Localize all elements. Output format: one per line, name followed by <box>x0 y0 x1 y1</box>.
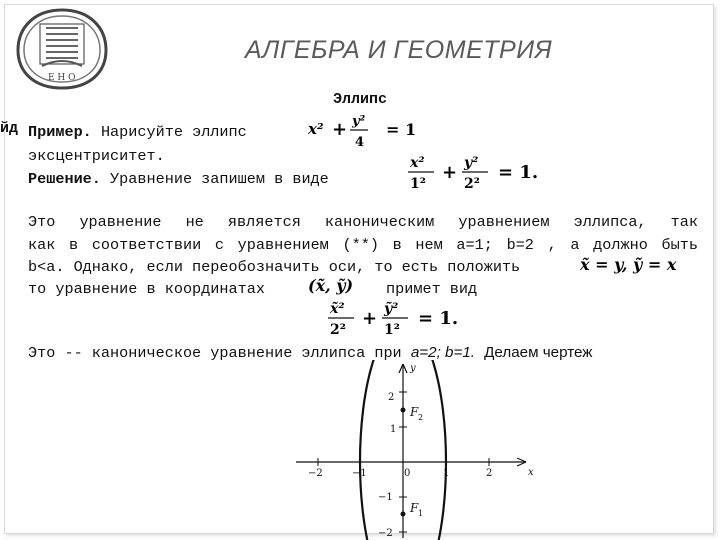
x-tick-label: −2 <box>308 468 323 479</box>
solution-label: Решение. <box>28 170 101 188</box>
y-axis-label: y <box>410 363 416 374</box>
x-tick-label: 1 <box>443 468 450 479</box>
canonical-params: a=2; b=1. <box>410 344 475 361</box>
svg-text:1²: 1² <box>384 322 400 338</box>
example-text: Нарисуйте эллипс <box>100 123 247 141</box>
example-label: Пример. <box>28 123 92 141</box>
paragraph-line-1: Это уравнение не является каноническим уравнением эллипса, так <box>28 213 698 231</box>
bullet-fragment: йд <box>0 120 19 137</box>
example-cont: эксцентриситет. <box>28 147 165 165</box>
svg-text:y²: y² <box>352 114 366 129</box>
paragraph-line-5: примет вид <box>386 280 478 298</box>
focus-f1-label: F <box>410 501 419 515</box>
svg-text:2²: 2² <box>330 322 346 338</box>
subst-formula <box>578 250 718 278</box>
svg-text:= 1: = 1 <box>386 120 417 139</box>
solution-line <box>28 169 329 189</box>
focus-f1-point <box>401 512 406 517</box>
x-tick-label: 2 <box>486 468 493 479</box>
svg-text:= 1.: = 1. <box>418 308 459 329</box>
svg-text:x²: x² <box>308 120 324 138</box>
svg-text:y²: y² <box>464 155 479 171</box>
svg-text:= 1.: = 1. <box>498 162 539 183</box>
example-line <box>28 122 247 142</box>
svg-text:+: + <box>332 119 348 140</box>
svg-text:1²: 1² <box>410 176 426 192</box>
x-tick-label: 0 <box>404 468 411 479</box>
university-seal-icon <box>12 6 112 92</box>
svg-text:4: 4 <box>355 135 365 150</box>
x-tick-label: −1 <box>352 468 367 479</box>
svg-text:x²: x² <box>410 155 425 171</box>
focus-f2-subscript: 2 <box>418 413 424 422</box>
canonical-prefix: Это -- каноническое уравнение эллипса при <box>28 344 402 362</box>
x-axis-label: x <box>528 467 534 478</box>
svg-text:+: + <box>362 308 378 329</box>
slide-subtitle: Эллипс <box>333 91 388 108</box>
svg-text:Е Н О: Е Н О <box>48 73 76 83</box>
svg-text:x̃ = y, ỹ = x: x̃ = y, ỹ = x <box>580 255 677 274</box>
solution-text: Уравнение запишем в виде <box>110 170 329 188</box>
focus-f2-label: F <box>410 405 419 419</box>
new-formula <box>328 296 468 342</box>
solution-formula <box>408 150 558 196</box>
example-formula <box>306 108 422 150</box>
y-tick-label: 2 <box>388 392 395 403</box>
focus-f1-subscript: 1 <box>418 509 424 518</box>
svg-text:ỹ²: ỹ² <box>384 301 399 317</box>
y-tick-label: −1 <box>378 492 393 503</box>
svg-text:2²: 2² <box>464 176 480 192</box>
y-tick-label: 1 <box>390 424 397 435</box>
y-tick-label: −2 <box>378 528 393 539</box>
svg-text:+: + <box>442 162 458 183</box>
paragraph-line-2: как в соответствии с уравнением (**) в нем a=1; b=2 , а должно быть <box>28 236 698 254</box>
page-title: АЛГЕБРА И ГЕОМЕТРИЯ <box>245 36 553 64</box>
focus-f2-point <box>401 408 406 413</box>
ellipse-chart <box>290 360 540 540</box>
paragraph-line-3: b<a. Однако, если переобозначить оси, то есть положить <box>28 258 521 276</box>
canonical-suffix: Делаем чертеж <box>484 344 593 361</box>
svg-text:(x̃, ỹ): (x̃, ỹ) <box>308 276 354 295</box>
svg-text:x̃²: x̃² <box>330 301 345 317</box>
paragraph-line-4: то уравнение в координатах <box>28 280 265 298</box>
